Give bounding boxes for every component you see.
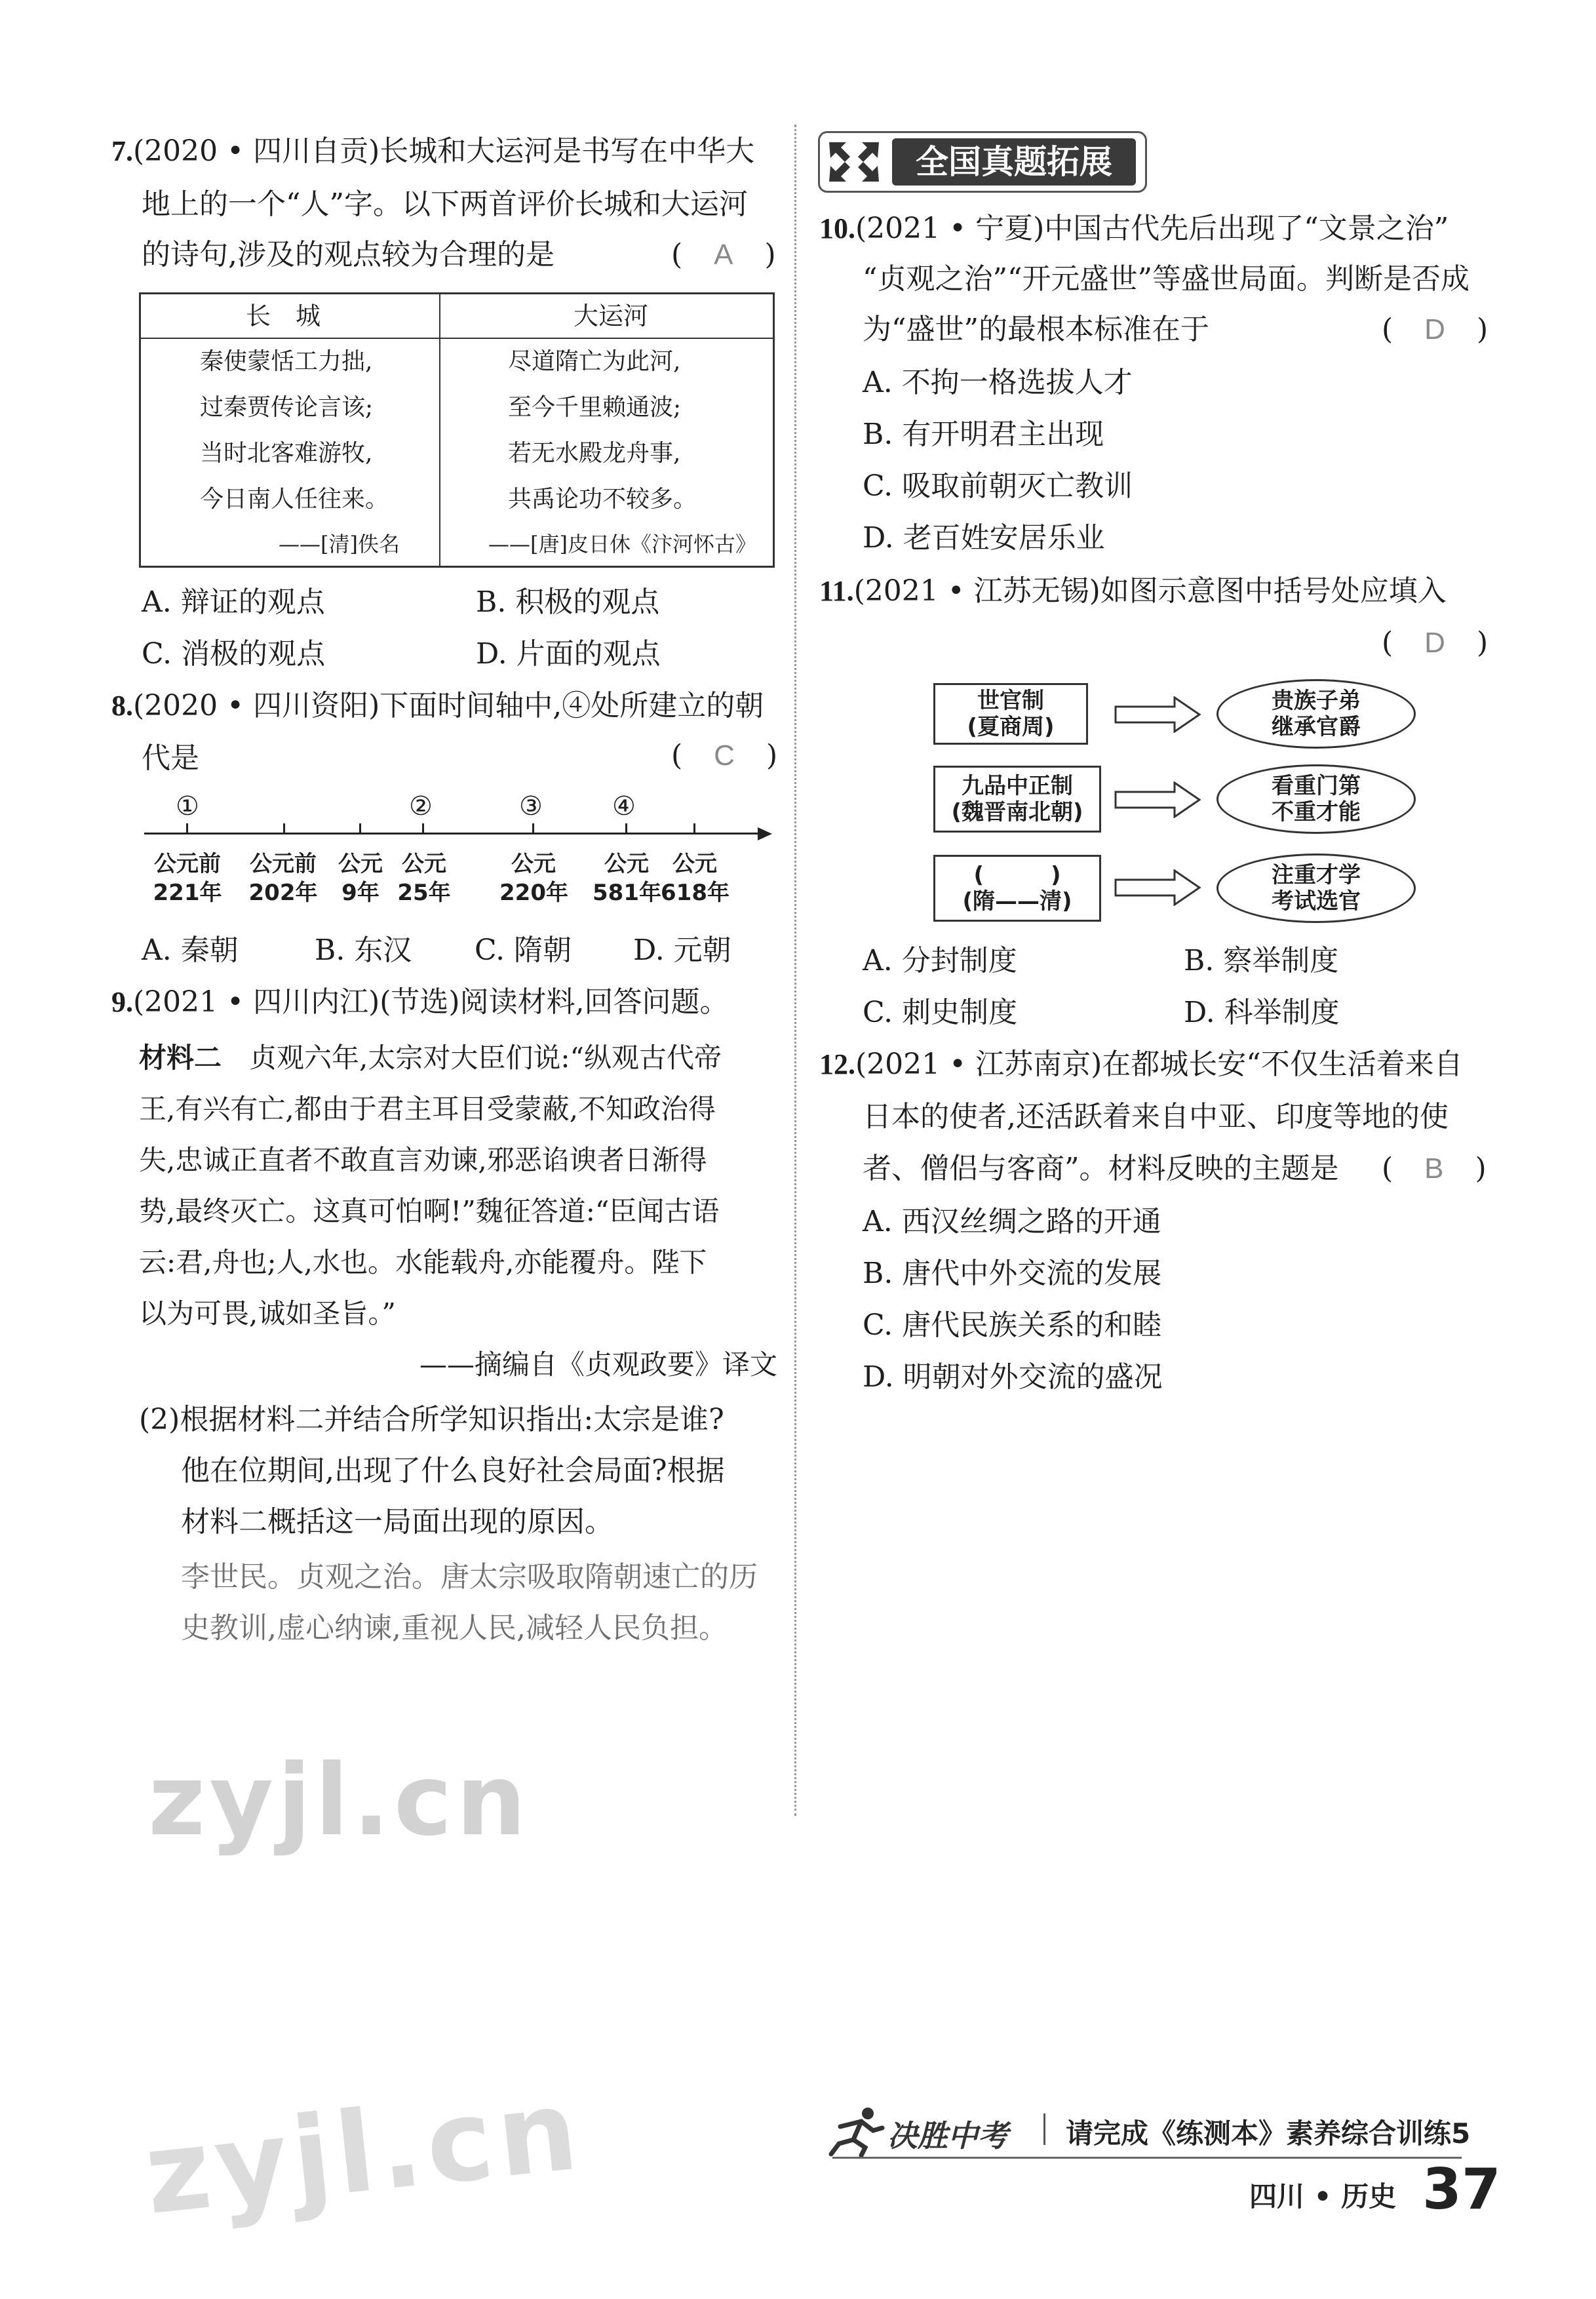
q12-option-a[interactable]: A. 西汉丝绸之路的开通 [863, 1205, 1161, 1238]
diagram-system-name: ( ) [973, 862, 1061, 888]
timeline-tick [693, 823, 695, 834]
timeline-arrow [758, 827, 772, 840]
timeline-tick [186, 823, 188, 834]
q8-text-1: (2020 • 四川资阳)下面时间轴中,④处所建立的朝 [133, 689, 764, 722]
diagram-system-period: (魏晋南北朝) [951, 799, 1083, 825]
runner-icon [827, 2104, 887, 2157]
timeline-tick [422, 823, 424, 834]
table-header-grand-canal: 大运河 [574, 302, 649, 330]
great-wall-poem-line: 过秦贾传论言该; [200, 394, 374, 421]
footer-prompt: 请完成《练测本》素养综合训练5 [1066, 2117, 1471, 2150]
timeline-label-year: 581年 [593, 880, 661, 906]
footer-rule [832, 2157, 1462, 2159]
q8-option-a[interactable]: A. 秦朝 [142, 933, 239, 967]
q12-option-c[interactable]: C. 唐代民族关系的和睦 [863, 1308, 1162, 1342]
timeline-tick [625, 823, 627, 834]
arrows-inward-icon [824, 137, 884, 187]
q7-line-1 [111, 134, 754, 168]
timeline-label [396, 850, 452, 907]
q12-option-b[interactable]: B. 唐代中外交流的发展 [863, 1257, 1162, 1290]
great-wall-poem-line: 当时北客难游牧, [200, 440, 373, 467]
timeline-marker-4: ④ [612, 791, 636, 821]
q7-option-c[interactable]: C. 消极的观点 [142, 637, 326, 671]
diagram-feature-line: 考试选官 [1272, 888, 1361, 914]
diagram-system-name: 九品中正制 [962, 773, 1073, 799]
page-number: 37 [1422, 2157, 1501, 2222]
q9-material-source: ——摘编自《贞观政要》译文 [419, 1348, 778, 1381]
timeline-label-year: 9年 [341, 880, 380, 906]
q9-material-line: 以为可畏,诚如圣旨。” [139, 1297, 396, 1329]
canal-poem-line: 若无水殿龙舟事, [508, 440, 681, 467]
great-wall-poem-line: 秦使蒙恬工力拙, [200, 348, 373, 375]
timeline-tick [283, 823, 285, 834]
q8-number: 8. [111, 690, 133, 722]
q12-answer: B [1424, 1152, 1445, 1185]
q8-line-2: 代是 [142, 741, 199, 775]
canal-poem-source: ——[唐]皮日休《汴河怀古》 [488, 532, 756, 557]
canal-poem-line: 至今千里赖通波; [508, 394, 682, 421]
q10-line-3: 为“盛世”的最根本标准在于 [863, 313, 1209, 346]
timeline-label [148, 850, 227, 907]
q9-answer-line: 史教训,虚心纳谏,重视人民,减轻人民负担。 [181, 1611, 728, 1645]
section-header-title: 全国真题拓展 [892, 138, 1136, 186]
q12-answer-bracket: ( B ) [1382, 1152, 1488, 1185]
q10-option-a[interactable]: A. 不拘一格选拔人才 [863, 366, 1133, 399]
footer-brand: 决胜中考 [887, 2118, 1008, 2153]
timeline-label-year: 221年 [153, 880, 222, 906]
q7-number: 7. [111, 135, 133, 167]
diagram-feature-line: 看重门第 [1272, 773, 1361, 799]
timeline-tick [359, 823, 361, 834]
timeline-label-top: 公元 [511, 851, 556, 877]
q7-text-1: (2020 • 四川自贡)长城和大运河是书写在中华大 [133, 134, 755, 168]
q10-option-b[interactable]: B. 有开明君主出现 [863, 418, 1104, 451]
diagram-feature-line: 注重才学 [1272, 862, 1361, 888]
q10-number: 10. [819, 212, 855, 245]
diagram-arrow-icon [1114, 696, 1202, 733]
q12-option-d[interactable]: D. 明朝对外交流的盛况 [863, 1360, 1163, 1394]
q9-material-line: 云:君,舟也;人,水也。水能载舟,亦能覆舟。陛下 [139, 1246, 707, 1278]
timeline-marker-2: ② [409, 791, 433, 821]
timeline-label [661, 850, 729, 907]
q9-material-line: 王,有兴有亡,都由于君主耳目受蒙蔽,不知政治得 [139, 1093, 716, 1125]
q8-option-d[interactable]: D. 元朝 [633, 933, 731, 967]
q9-material-text-1: 贞观六年,太宗对大臣们说:“纵观古代帝 [249, 1042, 722, 1074]
q9-sub-question-line: 材料二概括这一局面出现的原因。 [181, 1505, 613, 1539]
q10-answer-bracket: ( D ) [1382, 313, 1490, 346]
timeline-marker-1: ① [176, 791, 199, 821]
q12-line-2: 日本的使者,还活跃着来自中亚、印度等地的使 [863, 1100, 1449, 1133]
diagram-system-box [933, 855, 1101, 922]
column-divider [794, 125, 796, 1816]
timeline-label [593, 850, 661, 907]
q7-line-3: 的诗句,涉及的观点较为合理的是 [142, 238, 555, 271]
footer-separator [1043, 2113, 1045, 2145]
q10-answer: D [1424, 313, 1447, 345]
q11-option-b[interactable]: B. 察举制度 [1184, 944, 1339, 977]
diagram-feature-oval [1216, 679, 1416, 749]
q11-answer: D [1424, 627, 1447, 659]
diagram-feature-oval [1216, 854, 1416, 923]
q8-option-b[interactable]: B. 东汉 [315, 933, 412, 967]
q12-text-1: (2021 • 江苏南京)在都城长安“不仅生活着来自 [855, 1048, 1463, 1081]
timeline-label-top: 公元 [402, 851, 446, 877]
diagram-feature-line: 继承官爵 [1272, 714, 1361, 740]
q11-number: 11. [819, 575, 854, 607]
canal-poem-line: 共禹论功不较多。 [508, 486, 697, 513]
q9-material-line-1 [139, 1041, 722, 1075]
q8-answer-bracket: ( C ) [671, 739, 779, 772]
q7-line-2: 地上的一个“人”字。以下两首评价长城和大运河 [142, 187, 748, 221]
timeline-tick [532, 823, 534, 834]
q9-answer-line: 李世民。贞观之治。唐太宗吸取隋朝速亡的历 [181, 1560, 758, 1594]
q9-material-line: 失,忠诚正直者不敢直言劝谏,邪恶谄谀者日渐得 [139, 1144, 707, 1176]
q8-answer: C [714, 739, 736, 772]
timeline-label [244, 850, 322, 907]
diagram-system-period: (夏商周) [967, 714, 1055, 740]
diagram-system-name: 世官制 [977, 688, 1044, 714]
diagram-system-box [933, 683, 1088, 745]
timeline-label-top: 公元 [338, 851, 383, 877]
q8-line-1 [111, 689, 764, 723]
q10-line-2: “贞观之治”“开元盛世”等盛世局面。判断是否成 [863, 262, 1469, 296]
diagram-arrow-icon [1114, 781, 1202, 818]
diagram-arrow-icon [1114, 869, 1202, 906]
footer-region-subject: 四川 • 历史 [1249, 2180, 1397, 2212]
timeline-label-top: 公元前 [154, 851, 221, 877]
q7-poem-table [139, 292, 775, 568]
q7-answer-bracket: ( A ) [671, 238, 777, 271]
timeline-label-top: 公元 [672, 851, 717, 877]
q9-material-label: 材料二 [139, 1042, 222, 1074]
watermark: zyjl.cn [148, 1744, 530, 1858]
diagram-feature-line: 贵族子弟 [1272, 688, 1361, 714]
q11-option-c[interactable]: C. 刺史制度 [863, 996, 1018, 1029]
timeline-label [499, 850, 568, 907]
great-wall-poem-line: 今日南人任往来。 [200, 486, 389, 513]
q7-answer: A [714, 239, 735, 271]
q12-line-3: 者、僧侣与客商”。材料反映的主题是 [863, 1152, 1339, 1185]
q9-title-text: (2021 • 四川内江)(节选)阅读材料,回答问题。 [133, 985, 729, 1019]
diagram-feature-line: 不重才能 [1272, 799, 1361, 825]
q8-option-c[interactable]: C. 隋朝 [475, 933, 572, 967]
q10-line-1 [819, 212, 1449, 246]
diagram-feature-oval [1216, 764, 1416, 834]
section-header-badge [818, 131, 1147, 193]
q9-sub-question-line: 他在位期间,出现了什么良好社会局面?根据 [181, 1454, 725, 1487]
diagram-system-box [933, 766, 1101, 833]
table-divider-horizontal [141, 338, 773, 339]
q12-line-1 [819, 1048, 1463, 1082]
timeline-label-year: 202年 [248, 880, 318, 906]
q7-option-d[interactable]: D. 片面的观点 [476, 637, 661, 671]
q12-number: 12. [819, 1048, 855, 1080]
timeline-marker-3: ③ [519, 791, 543, 821]
watermark-bottom: zyjl.cn [139, 2065, 589, 2240]
q11-text-1: (2021 • 江苏无锡)如图示意图中括号处应填入 [853, 574, 1447, 608]
canal-poem-line: 尽道隋亡为此河, [508, 348, 681, 375]
timeline-axis [144, 833, 760, 835]
q9-material-line: 势,最终灭亡。这真可怕啊!”魏征答道:“臣闻古语 [139, 1195, 720, 1227]
q10-option-c[interactable]: C. 吸取前朝灭亡教训 [863, 469, 1133, 503]
timeline-label-top: 公元前 [250, 851, 317, 877]
great-wall-poem-source: ——[清]佚名 [279, 532, 400, 557]
q10-option-d[interactable]: D. 老百姓安居乐业 [863, 521, 1105, 555]
q11-option-d[interactable]: D. 科举制度 [1184, 996, 1340, 1029]
table-header-great-wall: 长 城 [246, 302, 321, 330]
q11-option-a[interactable]: A. 分封制度 [863, 944, 1017, 977]
timeline-label-year: 220年 [499, 880, 568, 906]
q10-text-1: (2021 • 宁夏)中国古代先后出现了“文景之治” [855, 212, 1449, 245]
timeline-label-year: 618年 [661, 880, 730, 906]
q9-number: 9. [111, 986, 133, 1018]
timeline-label-year: 25年 [397, 880, 451, 906]
q11-answer-bracket: ( D ) [1382, 626, 1490, 659]
q7-option-a[interactable]: A. 辩证的观点 [142, 585, 325, 619]
q11-line-1 [819, 574, 1447, 608]
diagram-system-period: (隋——清) [962, 888, 1072, 914]
timeline-label-top: 公元 [604, 851, 649, 877]
q7-option-b[interactable]: B. 积极的观点 [476, 585, 660, 619]
timeline-label [334, 850, 387, 907]
table-divider-vertical [439, 294, 440, 566]
q9-sub-question-line: (2)根据材料二并结合所学知识指出:太宗是谁? [139, 1403, 724, 1436]
q9-title [111, 985, 729, 1019]
